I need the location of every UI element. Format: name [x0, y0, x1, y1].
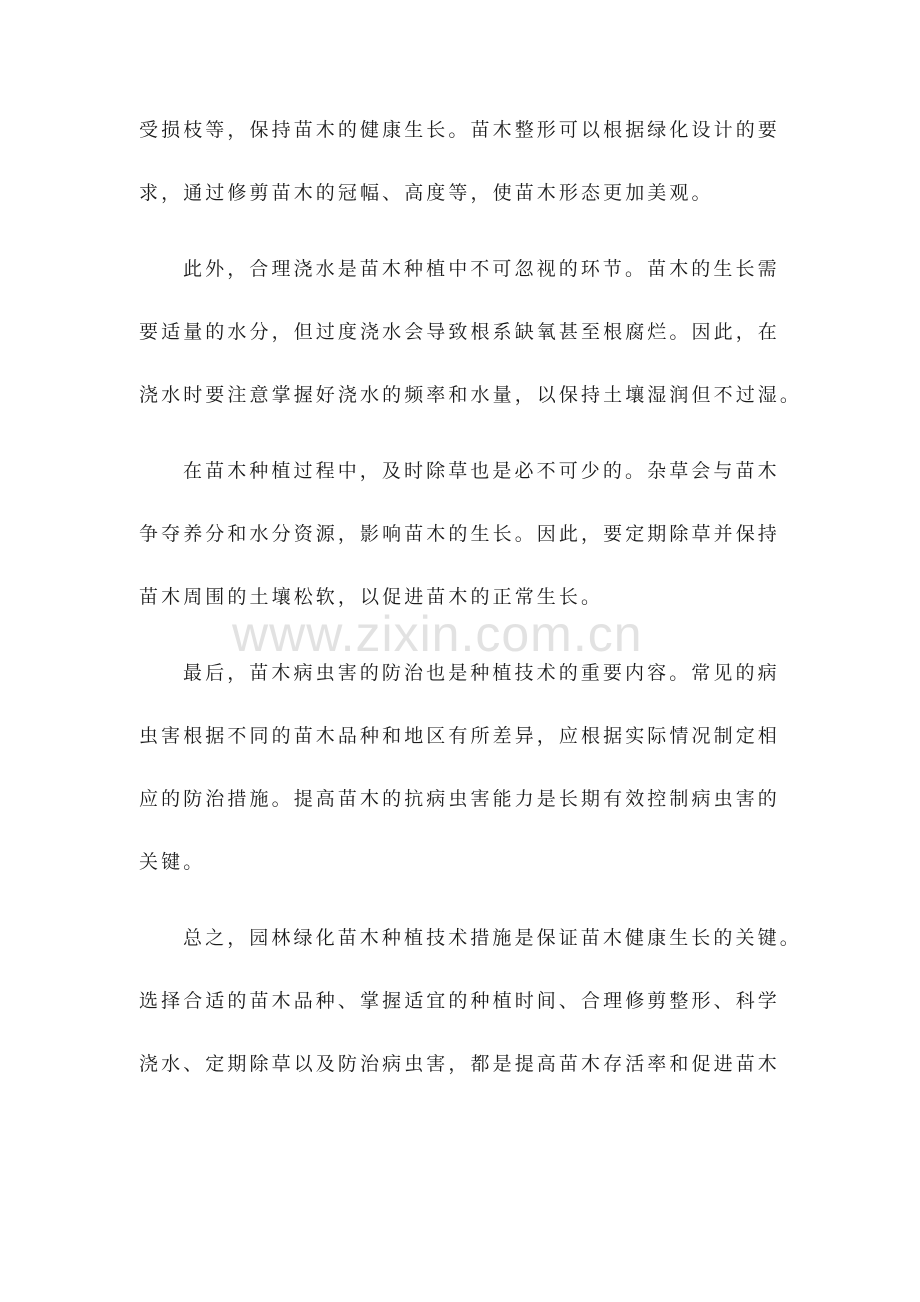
paragraph-first-line: 总之，园林绿化苗木种植技术措施是保证苗木健康生长的关键。: [183, 927, 802, 949]
text-line: 关键。: [139, 851, 206, 873]
text-line: 选择合适的苗木品种、掌握适宜的种植时间、合理修剪整形、科学: [139, 990, 780, 1012]
text-line: 浇水时要注意掌握好浇水的频率和水量，以保持土壤湿润但不过湿。: [139, 384, 803, 406]
text-line: 受损枝等，保持苗木的健康生长。苗木整形可以根据绿化设计的要: [139, 119, 780, 141]
watermark: www.zixin.com.cn: [232, 606, 643, 662]
paragraph-first-line: 在苗木种植过程中，及时除草也是必不可少的。杂草会与苗木: [183, 460, 780, 482]
text-line: 苗木周围的土壤松软，以促进苗木的正常生长。: [139, 586, 604, 608]
paragraph-first-line: 此外，合理浇水是苗木种植中不可忽视的环节。苗木的生长需: [183, 258, 780, 280]
text-line: 要适量的水分，但过度浇水会导致根系缺氧甚至根腐烂。因此，在: [139, 321, 780, 343]
text-line: 应的防治措施。提高苗木的抗病虫害能力是长期有效控制病虫害的: [139, 788, 780, 810]
text-line: 虫害根据不同的苗木品种和地区有所差异，应根据实际情况制定相: [139, 725, 780, 747]
text-line: 浇水、定期除草以及防治病虫害，都是提高苗木存活率和促进苗木: [139, 1053, 780, 1075]
text-line: 争夺养分和水分资源，影响苗木的生长。因此，要定期除草并保持: [139, 523, 780, 545]
text-line: 求，通过修剪苗木的冠幅、高度等，使苗木形态更加美观。: [139, 182, 714, 204]
paragraph-first-line: 最后，苗木病虫害的防治也是种植技术的重要内容。常见的病: [183, 662, 780, 684]
